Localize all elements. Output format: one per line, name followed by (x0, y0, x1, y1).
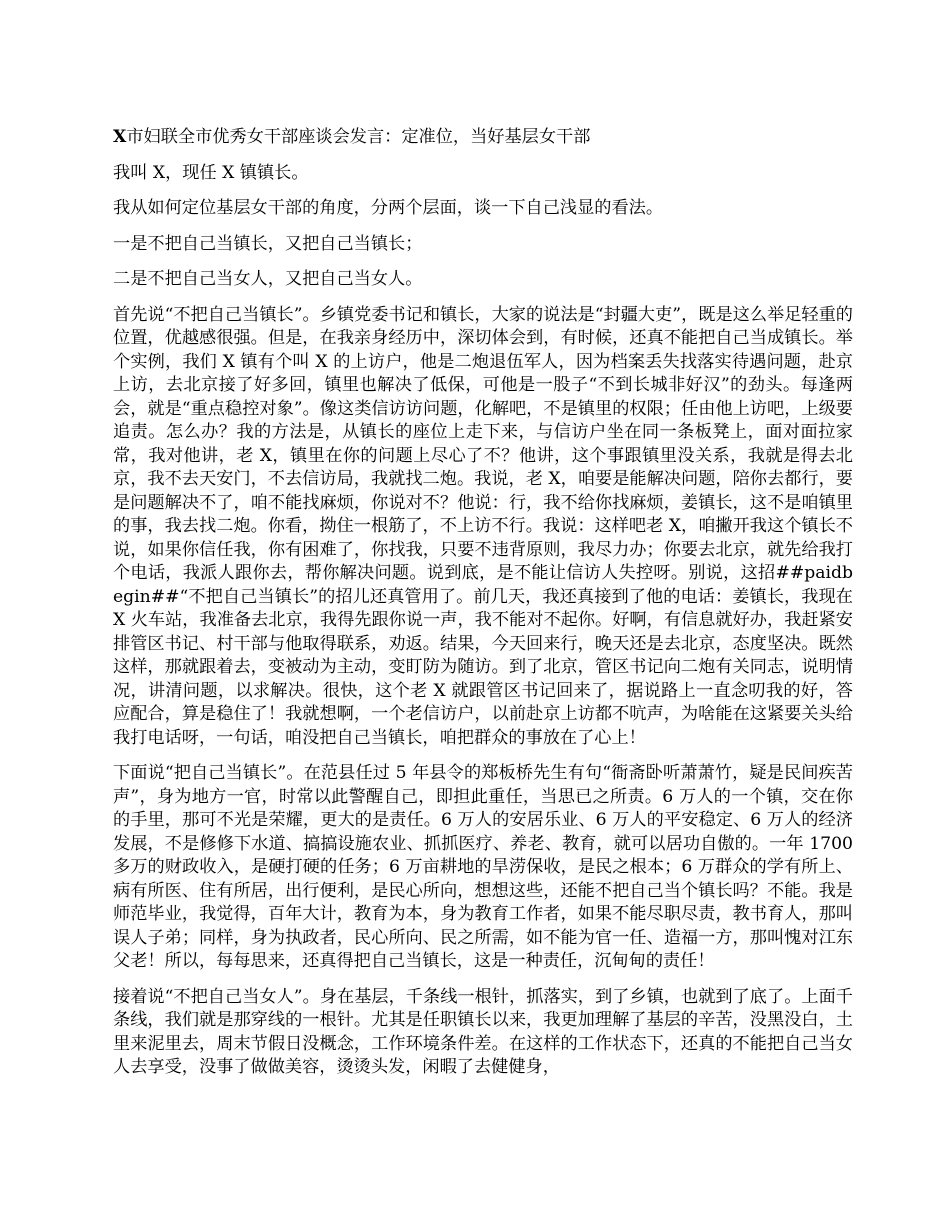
paragraph-not-mayor: 首先说“不把自己当镇长”。乡镇党委书记和镇长，大家的说法是“封疆大吏”，既是这么举足轻重的位置，优越感很强。但是，在我亲身经历中，深切体会到，有时候，还真不能把自己当成镇长。举个实例，我们 X 镇有个叫 X 的上访户，他是二炮退伍军人，因为档案丢失找落实待遇问题，赴京上访，去北京接了好多回，镇里也解决了低保，可他是一股子“不到长城非好汉”的劲头。每逢两会，就是“重点稳控对象”。像这类信访访问题，化解吧，不是镇里的权限；任由他上访吧，上级要追责。怎么办？我的方法是，从镇长的座位上走下来，与信访户坐在同一条板凳上，面对面拉家常，我对他讲，老 X，镇里在你的问题上尽心了不？他讲，这个事跟镇里没关系，我就是得去北京，我不去天安门，不去信访局，我就找二炮。我说，老 X，咱要是能解决问题，陪你去都行，要是问题解决不了，咱不能找麻烦，你说对不？他说：行，我不给你找麻烦，姜镇长，这不是咱镇里的事，我去找二炮。你看，拗住一根筋了，不上访不行。我说：这样吧老 X，咱撇开我这个镇长不说，如果你信任我，你有困难了，你找我，只要不违背原则，我尽力办；你要去北京，就先给我打个电话，我派人跟你去，帮你解决问题。说到底，是不能让信访人失控呀。别说，这招##paidbegin##“不把自己当镇长”的招儿还真管用了。前几天，我还真接到了他的电话：姜镇长，我现在 X 火车站，我准备去北京，我得先跟你说一声，我不能对不起你。好啊，有信息就好办，我赶紧安排管区书记、村干部与他取得联系，劝返。结果，今天回来行，晚天还是去北京，态度坚决。既然这样，那就跟着去，变被动为主动，变盯防为随访。到了北京，管区书记向二炮有关同志，说明情况，讲清问题，以求解决。很快，这个老 X 就跟管区书记回来了，据说路上一直念叨我的好，答应配合，算是稳住了！我就想啊，一个老信访户，以前赴京上访都不吭声，为啥能在这紧要关头给我打电话呀，一句话，咱没把自己当镇长，咱把群众的事放在了心上！ (113, 304, 853, 748)
document-title (113, 126, 853, 150)
paragraph-as-mayor: 下面说“把自己当镇长”。在范县任过 5 年县令的郑板桥先生有句“衙斋卧听萧萧竹，疑是民间疾苦声”，身为地方一官，时常以此警醒自己，即担此重任，当思已之所责。6 万人的一个镇，交在你的手里，那可不光是荣耀，更大的是责任。6 万人的安居乐业、6 万人的平安稳定、6 万人的经济发展，不是修修下水道、搞搞设施农业、抓抓医疗、养老、教育，就可以居功自傲的。一年 1700 多万的财政收入，是硬打硬的任务；6 万亩耕地的旱涝保收，是民之根本；6 万群众的学有所上、病有所医、住有所居，出行便利，是民心所向，想想这些，还能不把自己当个镇长吗？不能。我是师范毕业，我觉得，百年大计，教育为本，身为教育工作者，如果不能尽职尽责，教书育人，那叫误人子弟；同样，身为执政者，民心所向、民之所需，如不能为官一任、造福一方，那叫愧对江东父老！所以，每每思来，还真得把自己当镇长，这是一种责任，沉甸甸的责任！ (113, 763, 853, 971)
paragraph-intro-angle: 我从如何定位基层女干部的角度，分两个层面，谈一下自己浅显的看法。 (113, 198, 664, 218)
paragraph-intro-name: 我叫 X，现任 X 镇镇长。 (113, 162, 309, 183)
paragraph-point-two: 二是不把自己当女人，又把自己当女人。 (113, 269, 423, 289)
paragraph-point-one: 一是不把自己当镇长，又把自己当镇长； (113, 233, 423, 254)
document-page (113, 126, 853, 1092)
paragraph-not-woman: 接着说“不把自己当女人”。身在基层，千条线一根针，抓落实，到了乡镇，也就到了底了。上面千条线，我们就是那穿线的一根针。尤其是任职镇长以来，我更加理解了基层的辛苦，没黑没白，土里来泥里去，周末节假日没概念，工作环境条件差。在这样的工作状态下，还真的不能把自己当女人去享受，没事了做做美容，烫烫头发，闲暇了去健健身， (113, 986, 853, 1077)
title-text: 市妇联全市优秀女干部座谈会发言：定准位，当好基层女干部 (126, 127, 591, 147)
title-x: X (113, 127, 127, 147)
